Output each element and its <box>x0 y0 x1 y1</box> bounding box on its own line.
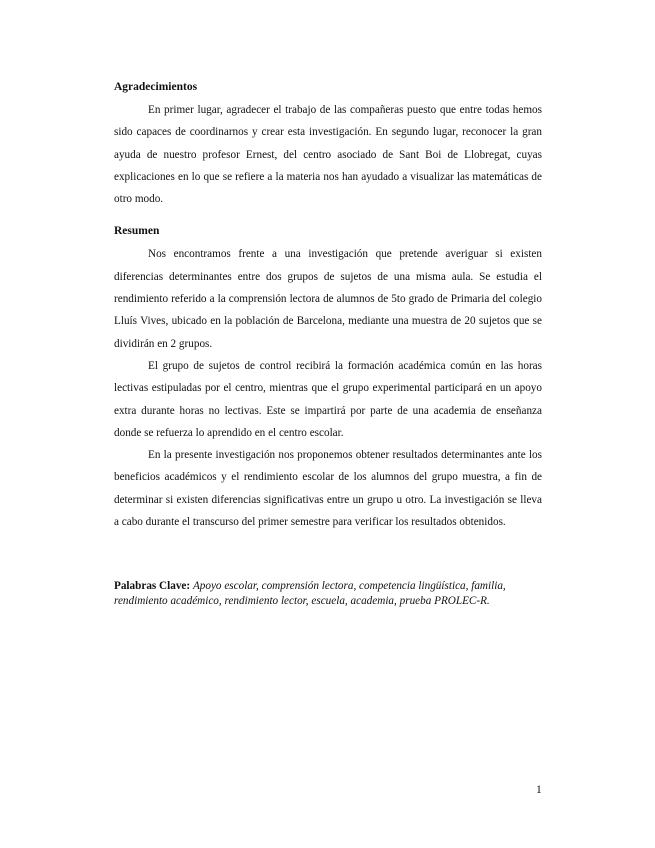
keywords-label: Palabras Clave: <box>114 580 191 593</box>
abstract-section <box>114 224 542 533</box>
page-number: 1 <box>536 784 542 796</box>
abstract-paragraph-2: El grupo de sujetos de control recibirá la formación académica común en las horas lectivas estipuladas por el centro, mientras que el grupo experimental participará en un apoyo extra durante horas no lectivas. Este se impartirá por parte de una academia de enseñanza donde se refuerza lo aprendido en el centro escolar. <box>114 359 542 439</box>
abstract-heading: Resumen <box>114 225 160 238</box>
abstract-paragraph-3: En la presente investigación nos proponemos obtener resultados determinantes ante los beneficios académicos y el rendimiento escolar de los alumnos del grupo muestra, a fin de determinar si existen diferencias significativas entre un grupo u otro. La investigación se lleva a cabo durante el transcurso del primer semestre para verificar los resultados obtenidos. <box>114 449 542 529</box>
page-content <box>114 80 542 609</box>
keywords-block <box>114 579 542 609</box>
acknowledgements-paragraph: En primer lugar, agradecer el trabajo de las compañeras puesto que entre todas hemos sido capaces de coordinarnos y crear esta investigación. En segundo lugar, reconocer la gran ayuda de nuestro profesor Ernest, del centro asociado de Sant Boi de Llobregat, cuyas explicaciones en lo que se refiere a la materia nos han ayudado a visualizar las matemáticas de otro modo. <box>114 104 542 206</box>
acknowledgements-heading: Agradecimientos <box>114 81 198 93</box>
acknowledgements-section <box>114 80 542 210</box>
abstract-paragraph-1: Nos encontramos frente a una investigación que pretende averiguar si existen diferencias determinantes entre dos grupos de sujetos de una misma aula. Se estudia el rendimiento referido a la comprensión lectora de alumnos de 5to grado de Primaria del colegio Lluís Vives, ubicado en la población de Barcelona, mediante una muestra de 20 sujetos que se dividirán en 2 grupos. <box>114 248 542 350</box>
keywords-text: Apoyo escolar, comprensión lectora, competencia lingüística, familia, rendimiento académico, rendimiento lector, escuela, academia, prueba PROLEC-R. <box>114 580 506 608</box>
